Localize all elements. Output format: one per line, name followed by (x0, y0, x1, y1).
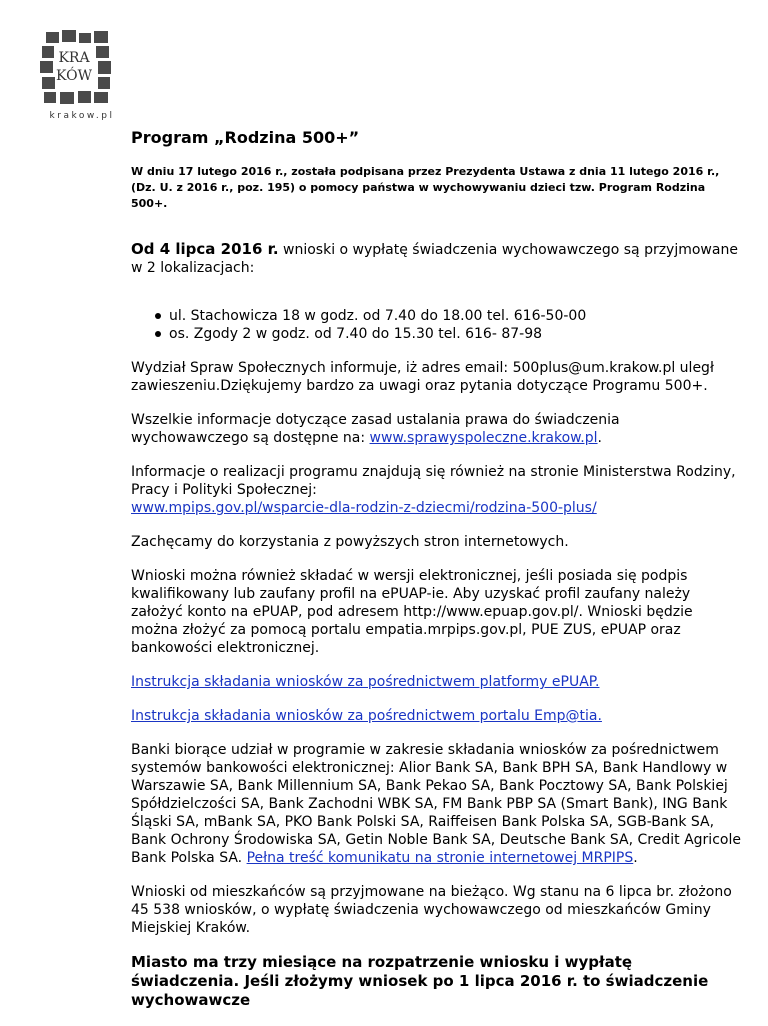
intro-paragraph: W dniu 17 lutego 2016 r., została podpisana przez Prezydenta Ustawa z dnia 11 lutego 2016 r., (Dz. U. z 2016 r., poz. 195) o pomocy państwa w wychowywaniu dzieci tzw. Program Rodzina 500+. (131, 165, 720, 210)
krakow-logo[interactable] (40, 30, 136, 122)
epuap-instruction-paragraph (131, 673, 741, 691)
banks-suffix: . (633, 850, 638, 866)
locations-list (131, 307, 741, 343)
page-title: Program „Rodzina 500+” (131, 128, 360, 147)
electronic-paragraph: Wnioski można również składać w wersji elektronicznej, jeśli posiada się podpis kwalifikowany lub zaufany profil na ePUAP-ie. Aby uzyskać profil zaufany należy założyć konto na ePUAP, pod adresem http://www.epuap.gov.pl/. Wnioski będzie można złożyć za pomocą portalu empatia.mrpips.gov.pl, PUE ZUS, ePUAP oraz bankowości elektronicznej. (131, 568, 693, 656)
logo-caption: krakow.pl (49, 111, 115, 121)
info-paragraph-1 (131, 411, 741, 447)
info1-suffix: . (597, 430, 602, 446)
status-paragraph: Wnioski od mieszkańców są przyjmowane na bieżąco. Wg stanu na 6 lipca br. złożono 45 538 wniosków, o wypłatę świadczenia wychowawczego od mieszkańców Gminy Miejskiej Kraków. (131, 884, 732, 936)
encourage-paragraph: Zachęcamy do korzystania z powyższych stron internetowych. (131, 534, 569, 550)
logo-text-line1: KRA (58, 50, 90, 66)
empatia-instruction-paragraph (131, 707, 741, 725)
sprawyspoleczne-link[interactable]: www.sprawyspoleczne.krakow.pl (369, 430, 598, 446)
krakow-logo-mark (40, 30, 136, 122)
lead-text: wnioski o wypłatę świadczenia wychowawczego są przyjmowane w 2 lokalizacjach: (131, 242, 738, 276)
email-notice: Wydział Spraw Społecznych informuje, iż adres email: 500plus@um.krakow.pl uległ zawieszeniu.Dziękujemy bardzo za uwagi oraz pytania dotyczące Programu 500+. (131, 360, 714, 394)
closing-paragraph: Miasto ma trzy miesiące na rozpatrzenie wniosku i wypłatę świadczenia. Jeśli złożymy wniosek po 1 lipca 2016 r. to świadczenie wychowawcze (131, 953, 709, 1009)
info2-text: Informacje o realizacji programu znajdują się również na stronie Ministerstwa Rodziny, Pracy i Polityki Społecznej: (131, 464, 736, 498)
list-item: ul. Stachowicza 18 w godz. od 7.40 do 18.00 tel. 616-50-00 (155, 307, 741, 325)
empatia-instruction-link[interactable]: Instrukcja składania wniosków za pośrednictwem portalu Emp@tia. (131, 708, 602, 724)
mrpips-communique-link[interactable]: Pełna treść komunikatu na stronie internetowej MRPIPS (246, 850, 634, 866)
banks-paragraph (131, 741, 741, 867)
lead-date: Od 4 lipca 2016 r. (131, 240, 279, 258)
info1-text: Wszelkie informacje dotyczące zasad ustalania prawa do świadczenia wychowawczego są dostępne na: (131, 412, 620, 446)
list-item: os. Zgody 2 w godz. od 7.40 do 15.30 tel. 616- 87-98 (155, 325, 741, 343)
lead-paragraph (131, 240, 741, 277)
info-paragraph-2 (131, 463, 741, 517)
document-body (131, 128, 741, 1026)
mpips-link[interactable]: www.mpips.gov.pl/wsparcie-dla-rodzin-z-dziecmi/rodzina-500-plus/ (131, 500, 597, 516)
logo-text-line2: KÓW (56, 68, 92, 84)
epuap-instruction-link[interactable]: Instrukcja składania wniosków za pośrednictwem platformy ePUAP. (131, 674, 600, 690)
banks-text: Banki biorące udział w programie w zakresie składania wniosków za pośrednictwem systemów bankowości elektronicznej: Alior Bank SA, Bank BPH SA, Bank Handlowy w Warszawie SA, Bank Millennium SA, Bank Pekao SA, Bank Pocztowy SA, Bank Polskiej Spółdzielczości SA, Bank Zachodni WBK SA, FM Bank PBP SA (Smart Bank), ING Bank Śląski SA, mBank SA, PKO Bank Polski SA, Raiffeisen Bank Polska SA, SGB-Bank SA, Bank Ochrony Środowiska SA, Getin Noble Bank SA, Deutsche Bank SA, Credit Agricole Bank Polska SA. (131, 742, 741, 866)
